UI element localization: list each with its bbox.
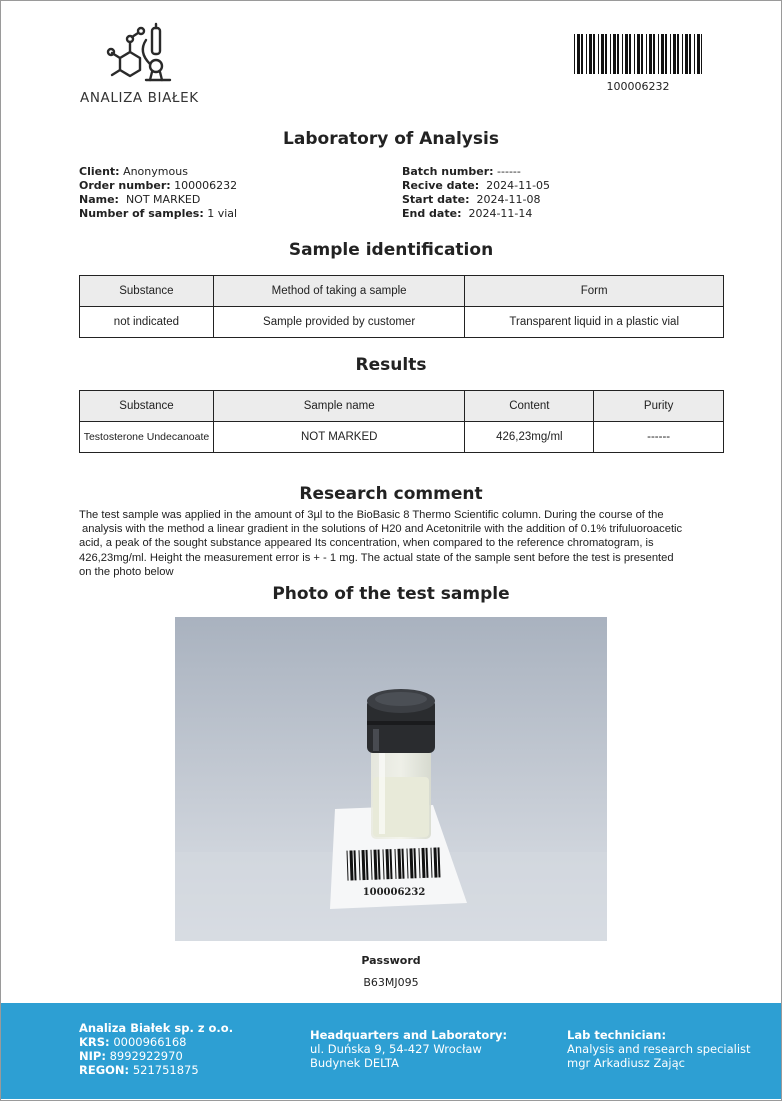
info-order-number: Order number: 100006232 [79,179,238,192]
table-cell: 426,23mg/ml [465,422,594,453]
technician-name: mgr Arkadiusz Zając [567,1056,685,1070]
comment-line: analysis with the method a linear gradient in the solutions of H20 and Acetonitrile with the addition of 0.1% trifuluoroacetic [82,523,683,536]
table-cell: Testosterone Undecanoate [80,422,214,453]
table-row [80,422,724,453]
column-header: Form [465,276,724,307]
info-end-date: End date: 2024-11-14 [402,207,533,220]
company-name: Analiza Białek sp. z o.o. [79,1021,234,1035]
password-value: B63MJ095 [363,976,419,989]
comment-line: on the photo below [79,565,174,578]
column-header: Sample name [213,391,464,422]
comment-line: The test sample was applied in the amount of 3µl to the BioBasic 8 Thermo Scientific column. During the course of the [79,509,664,521]
table-header-row [80,391,724,422]
technician-role: Analysis and research specialist [567,1042,751,1056]
footer-technician [567,1028,751,1070]
hq-address: ul. Duńska 9, 54-427 Wrocław [310,1042,482,1056]
table-cell: Sample provided by customer [213,307,465,338]
research-comment-heading: Research comment [299,484,483,504]
footer [1,1003,781,1099]
info-number-of-samples: Number of samples: 1 vial [79,207,238,220]
info-batch-number: Batch number: ------ [402,165,521,178]
column-header: Substance [80,391,214,422]
column-header: Substance [80,276,214,307]
info-name: Name: NOT MARKED [79,193,201,206]
footer-company [79,1021,233,1077]
column-header: Purity [594,391,724,422]
barcode [574,34,702,74]
sample-identification-heading: Sample identification [288,240,494,260]
column-header: Content [465,391,594,422]
company-nip: NIP: 8992922970 [79,1049,183,1063]
info-recive-date: Recive date: 2024-11-05 [402,179,551,192]
table-header-row [80,276,724,307]
company-logo [80,22,220,110]
table-cell: Transparent liquid in a plastic vial [465,307,724,338]
info-left [79,165,237,221]
table-row [80,307,724,338]
comment-line: 426,23mg/ml. Height the measurement error is + - 1 mg. The actual state of the sample sent before the test is presented [79,551,674,564]
results-heading: Results [355,355,427,375]
sample-identification-table [79,275,724,338]
sample-photo [175,617,607,941]
company-krs: KRS: 0000966168 [79,1035,187,1049]
info-start-date: Start date: 2024-11-08 [402,193,541,206]
technician-title: Lab technician: [567,1028,667,1042]
results-table [79,390,724,453]
info-right [402,165,550,221]
molecule-microscope-icon [106,22,178,86]
logo-text: ANALIZA BIAŁEK [80,90,199,106]
table-cell: ------ [594,422,724,453]
comment-line: acid, a peak of the sought substance appeared Its concentration, when compared to the reference chromatogram, is [79,537,654,550]
info-client: Client: Anonymous [79,165,188,178]
column-header: Method of taking a sample [213,276,465,307]
photo-heading: Photo of the test sample [272,584,510,604]
company-regon: REGON: 521751875 [79,1063,199,1077]
table-cell: not indicated [80,307,214,338]
hq-title: Headquarters and Laboratory: [310,1028,508,1042]
table-cell: NOT MARKED [213,422,464,453]
password-label: Password [361,954,421,967]
page-title: Laboratory of Analysis [283,129,499,149]
vial-label-number: 100006232 [362,887,426,898]
footer-hq [310,1028,507,1070]
hq-building: Budynek DELTA [310,1056,399,1070]
research-comment-text [79,508,739,579]
barcode-number: 100006232 [606,80,670,93]
